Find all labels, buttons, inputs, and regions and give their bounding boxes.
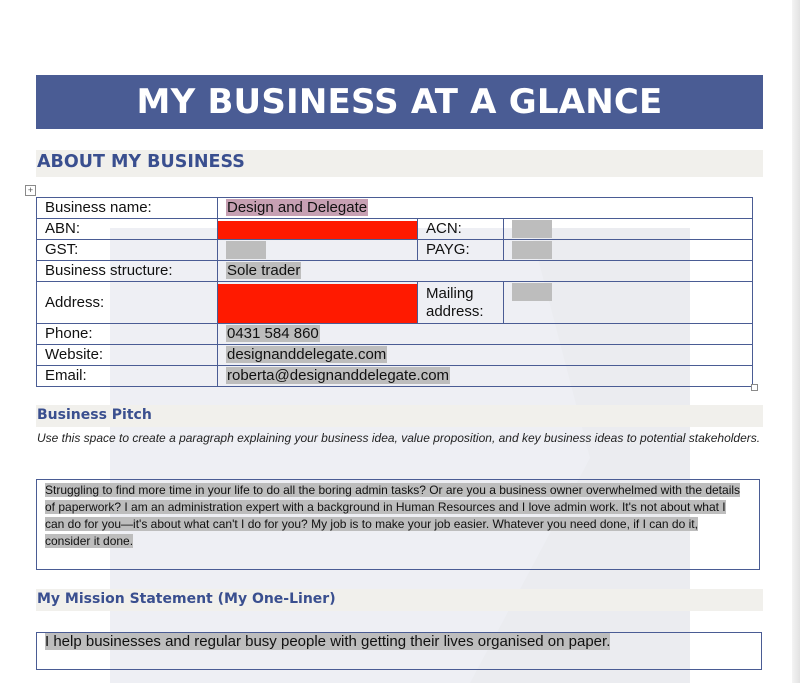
pitch-text-box[interactable] — [36, 479, 760, 570]
business-name-value[interactable]: Design and Delegate — [227, 199, 368, 216]
gst-label: GST: — [37, 240, 218, 261]
phone-label: Phone: — [37, 324, 218, 345]
page-edge-shadow — [792, 0, 800, 683]
table-row — [37, 240, 753, 261]
structure-cell[interactable] — [218, 261, 753, 282]
table-row — [37, 219, 753, 240]
gst-placeholder — [226, 241, 266, 259]
address-value-cell[interactable] — [218, 282, 418, 324]
phone-value[interactable]: 0431 584 860 — [227, 325, 319, 342]
table-row — [37, 198, 753, 219]
mission-text-box[interactable] — [36, 632, 762, 670]
table-row — [37, 324, 753, 345]
about-heading: ABOUT MY BUSINESS — [37, 152, 245, 172]
acn-placeholder — [512, 220, 552, 238]
payg-label: PAYG: — [418, 240, 504, 261]
abn-value-cell[interactable] — [218, 219, 418, 240]
mission-heading: My Mission Statement (My One-Liner) — [37, 591, 336, 607]
mission-section-bar — [36, 589, 763, 611]
payg-value-cell[interactable] — [504, 240, 753, 261]
business-name-label: Business name: — [37, 198, 218, 219]
payg-placeholder — [512, 241, 552, 259]
structure-value[interactable]: Sole trader — [227, 262, 301, 279]
page-title: MY BUSINESS AT A GLANCE — [136, 82, 663, 122]
mailing-value-cell[interactable] — [504, 282, 753, 324]
website-cell[interactable] — [218, 345, 753, 366]
table-row — [37, 345, 753, 366]
pitch-section-bar — [36, 405, 763, 427]
gst-value-cell[interactable] — [218, 240, 418, 261]
abn-redaction — [218, 221, 417, 239]
pitch-instruction: Use this space to create a paragraph explaining your business idea, value proposition, and key business ideas to potential stakeholders. — [37, 431, 761, 445]
mission-text[interactable]: I help businesses and regular busy people with getting their lives organised on paper. — [45, 633, 611, 650]
business-info-table — [36, 197, 753, 387]
table-row — [37, 261, 753, 282]
email-cell[interactable] — [218, 366, 753, 387]
email-value[interactable]: roberta@designanddelegate.com — [227, 367, 450, 384]
structure-label: Business structure: — [37, 261, 218, 282]
acn-label: ACN: — [418, 219, 504, 240]
website-label: Website: — [37, 345, 218, 366]
title-banner — [36, 75, 763, 129]
pitch-paragraph[interactable] — [45, 482, 745, 550]
phone-cell[interactable] — [218, 324, 753, 345]
abn-label: ABN: — [37, 219, 218, 240]
address-redaction — [218, 284, 417, 323]
about-section-bar — [36, 150, 763, 177]
mission-paragraph[interactable] — [45, 633, 610, 651]
acn-value-cell[interactable] — [504, 219, 753, 240]
pitch-text[interactable]: Struggling to find more time in your life to do all the boring admin tasks? Or are you a business owner overwhelmed with the details of paperwork? I am an administration expert with a background in Human Resources and I love admin work. It's not about what I can do for you—it's about what can't I do for you? My job is to make your job easier. Whatever you need done, if I can do it, consider it done. — [45, 483, 741, 548]
business-name-cell[interactable] — [218, 198, 753, 219]
mailing-label: Mailing address: — [418, 282, 504, 324]
address-label: Address: — [37, 282, 218, 324]
mailing-placeholder — [512, 283, 552, 301]
website-value[interactable]: designanddelegate.com — [227, 346, 387, 363]
table-resize-handle[interactable] — [751, 384, 758, 391]
table-move-handle-icon[interactable]: + — [25, 185, 36, 196]
email-label: Email: — [37, 366, 218, 387]
table-row — [37, 282, 753, 324]
table-row — [37, 366, 753, 387]
pitch-heading: Business Pitch — [37, 407, 152, 423]
